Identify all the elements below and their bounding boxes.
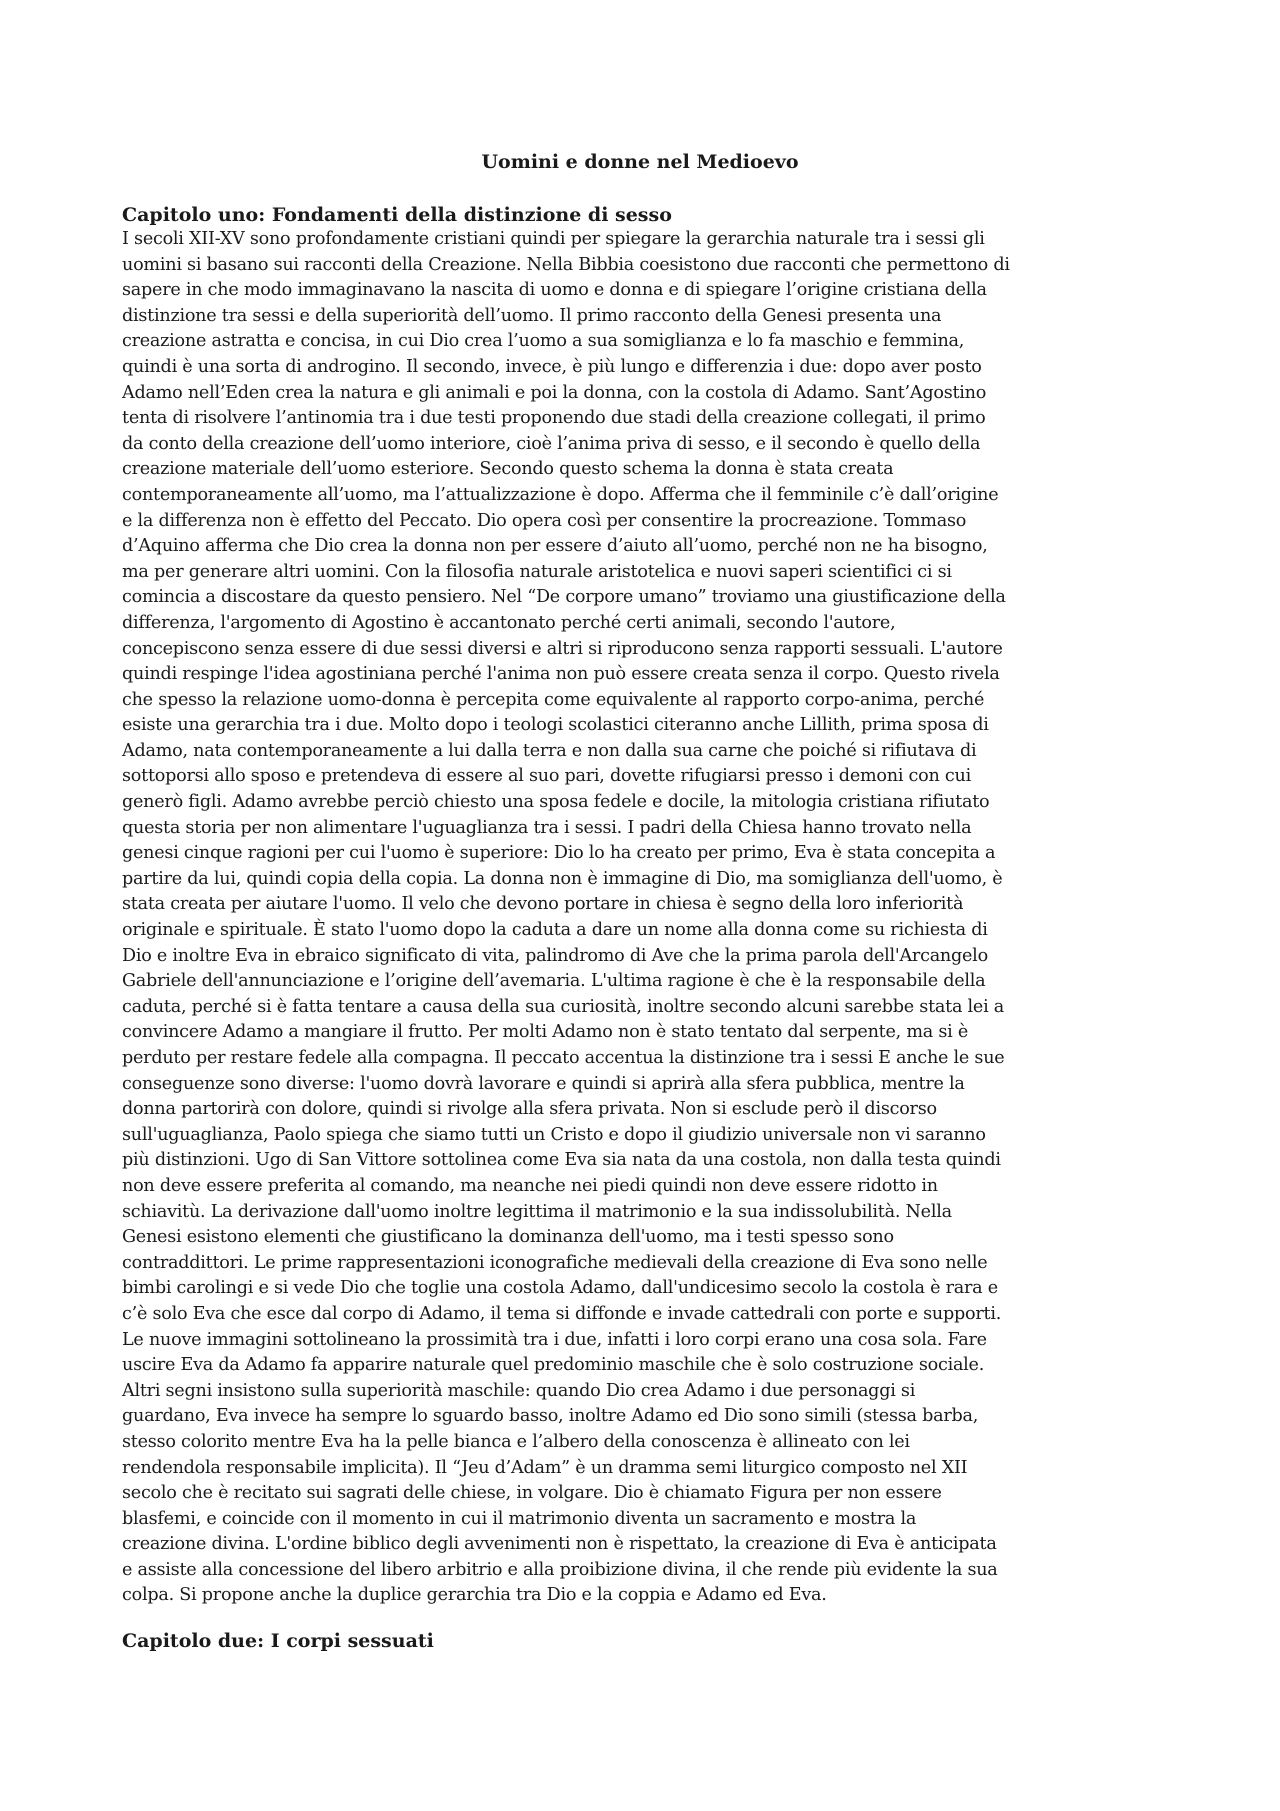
paragraph-line: differenza, l'argomento di Agostino è accantonato perché certi animali, secondo l'autore,: [122, 612, 896, 633]
paragraph-line: genesi cinque ragioni per cui l'uomo è superiore: Dio lo ha creato per primo, Eva è stata concepita a: [122, 843, 996, 864]
paragraph-line: rendendola responsabile implicita). Il “Jeu d’Adam” è un dramma semi liturgico composto nel XII: [122, 1457, 968, 1478]
paragraph-line: distinzione tra sessi e della superiorità dell’uomo. Il primo racconto della Genesi presenta una: [122, 305, 942, 326]
paragraph-line: stata creata per aiutare l'uomo. Il velo che devono portare in chiesa è segno della loro inferiorità: [122, 894, 964, 915]
paragraph-line: che spesso la relazione uomo-donna è percepita come equivalente al rapporto corpo-anima, perché: [122, 689, 985, 710]
paragraph-line: conseguenze sono diverse: l'uomo dovrà lavorare e quindi si aprirà alla sfera pubblica, mentre la: [122, 1073, 965, 1094]
paragraph-line: creazione materiale dell’uomo esteriore. Secondo questo schema la donna è stata creata: [122, 459, 894, 480]
paragraph-line: da conto della creazione dell’uomo interiore, cioè l’anima priva di sesso, e il secondo è quello della: [122, 433, 981, 454]
paragraph-line: e assiste alla concessione del libero arbitrio e alla proibizione divina, il che rende più evidente la sua: [122, 1559, 998, 1580]
paragraph-line: caduta, perché si è fatta tentare a causa della sua curiosità, inoltre secondo alcuni sarebbe stata lei a: [122, 996, 1005, 1017]
paragraph-line: partire da lui, quindi copia della copia. La donna non è immagine di Dio, ma somiglianza dell'uomo, è: [122, 868, 1003, 889]
paragraph-line: Le nuove immagini sottolineano la prossimità tra i due, infatti i loro corpi erano una cosa sola. Fare: [122, 1329, 987, 1350]
chapter-one-heading: Capitolo uno: Fondamenti della distinzione di sesso: [122, 204, 672, 226]
paragraph-line: questa storia per non alimentare l'uguaglianza tra i sessi. I padri della Chiesa hanno trovato nella: [122, 817, 972, 838]
paragraph-line: quindi è una sorta di androgino. Il secondo, invece, è più lungo e differenzia i due: dopo aver posto: [122, 356, 982, 377]
document-body: [122, 203, 1168, 1653]
paragraph-line: sapere in che modo immaginavano la nascita di uomo e donna e di spiegare l’origine cristiana della: [122, 280, 987, 301]
paragraph-line: tenta di risolvere l’antinomia tra i due testi proponendo due stadi della creazione collegati, il primo: [122, 408, 986, 429]
paragraph-line: secolo che è recitato sui sagrati delle chiese, in volgare. Dio è chiamato Figura per non essere: [122, 1483, 942, 1504]
paragraph-line: c’è solo Eva che esce dal corpo di Adamo, il tema si diffonde e invade cattedrali con porte e supporti.: [122, 1303, 1002, 1324]
chapter-two-heading: Capitolo due: I corpi sessuati: [122, 1630, 434, 1653]
paragraph-line: più distinzioni. Ugo di San Vittore sottolinea come Eva sia nata da una costola, non dalla testa quindi: [122, 1150, 1001, 1171]
paragraph-line: perduto per restare fedele alla compagna. Il peccato accentua la distinzione tra i sessi E anche le sue: [122, 1048, 1005, 1068]
page-title: Uomini e donne nel Medioevo: [481, 151, 799, 173]
paragraph-line: creazione astratta e concisa, in cui Dio crea l’uomo a sua somiglianza e lo fa maschio e femmina,: [122, 331, 965, 352]
paragraph-line: uscire Eva da Adamo fa apparire naturale quel predominio maschile che è solo costruzione sociale.: [122, 1355, 985, 1376]
paragraph-line: generò figli. Adamo avrebbe perciò chiesto una sposa fedele e docile, la mitologia cristiana rifiutato: [122, 792, 990, 813]
paragraph-line: schiavitù. La derivazione dall'uomo inoltre legittima il matrimonio e la sua indissolubilità. Nella: [122, 1201, 952, 1222]
paragraph-line: Gabriele dell'annunciazione e l’origine dell’avemaria. L'ultima ragione è che è la responsabile della: [122, 971, 986, 992]
paragraph-line: guardano, Eva invece ha sempre lo sguardo basso, inoltre Adamo ed Dio sono simili (stessa barba,: [122, 1406, 979, 1427]
paragraph-line: colpa. Si propone anche la duplice gerarchia tra Dio e la coppia e Adamo ed Eva.: [122, 1585, 827, 1606]
paragraph-line: originale e spirituale. È stato l'uomo dopo la caduta a dare un nome alla donna come su richiesta di: [122, 920, 988, 941]
paragraph-line: comincia a discostare da questo pensiero. Nel “De corpore umano” troviamo una giustificazione della: [122, 587, 1006, 608]
paragraph-line: uomini si basano sui racconti della Creazione. Nella Bibbia coesistono due racconti che permettono di: [122, 254, 1010, 275]
paragraph-line: Dio e inoltre Eva in ebraico significato di vita, palindromo di Ave che la prima parola dell'Arcangelo: [122, 945, 988, 966]
paragraph-line: sottoporsi allo sposo e pretendeva di essere al suo pari, dovette rifugiarsi presso i demoni con cui: [122, 766, 971, 787]
paragraph-line: blasfemi, e coincide con il momento in cui il matrimonio diventa un sacramento e mostra la: [122, 1508, 917, 1529]
paragraph-line: quindi respinge l'idea agostiniana perché l'anima non può essere creata senza il corpo. Questo rivela: [122, 664, 1000, 685]
paragraph-line: concepiscono senza essere di due sessi diversi e altri si riproducono senza rapporti sessuali. L'autore: [122, 638, 1003, 659]
paragraph-line: e la differenza non è effetto del Peccato. Dio opera così per consentire la procreazione. Tommaso: [122, 510, 967, 531]
paragraph-line: contemporaneamente all’uomo, ma l’attualizzazione è dopo. Afferma che il femminile c’è dall’origine: [122, 484, 999, 505]
chapter-one-paragraph: [122, 227, 1168, 1609]
chapter-two: [122, 1629, 1168, 1653]
paragraph-line: sull'uguaglianza, Paolo spiega che siamo tutti un Cristo e dopo il giudizio universale non vi saranno: [122, 1124, 986, 1145]
paragraph-line: non deve essere preferita al comando, ma neanche nei piedi quindi non deve essere ridotto in: [122, 1175, 938, 1196]
paragraph-line: ma per generare altri uomini. Con la filosofia naturale aristotelica e nuovi saperi scientifici ci si: [122, 561, 952, 582]
paragraph-line: bimbi carolingi e si vede Dio che toglie una costola Adamo, dall'undicesimo secolo la costola è rara e: [122, 1278, 998, 1299]
paragraph-line: d’Aquino afferma che Dio crea la donna non per essere d’aiuto all’uomo, perché non ne ha bisogno,: [122, 536, 988, 557]
paragraph-line: Adamo, nata contemporaneamente a lui dalla terra e non dalla sua carne che poiché si rifiutava di: [122, 740, 977, 761]
paragraph-line: Adamo nell’Eden crea la natura e gli animali e poi la donna, con la costola di Adamo. Sant’Agostino: [122, 382, 987, 403]
paragraph-line: Altri segni insistono sulla superiorità maschile: quando Dio crea Adamo i due personaggi si: [122, 1380, 916, 1401]
paragraph-line: contraddittori. Le prime rappresentazioni iconografiche medievali della creazione di Eva sono nelle: [122, 1252, 988, 1273]
paragraph-line: donna partorirà con dolore, quindi si rivolge alla sfera privata. Non si esclude però il discorso: [122, 1099, 937, 1120]
paragraph-line: I secoli XII-XV sono profondamente cristiani quindi per spiegare la gerarchia naturale tra i sessi gli: [122, 229, 985, 249]
paragraph-line: convincere Adamo a mangiare il frutto. Per molti Adamo non è stato tentato dal serpente, ma si è: [122, 1022, 968, 1043]
paragraph-line: esiste una gerarchia tra i due. Molto dopo i teologi scolastici citeranno anche Lillith, prima sposa di: [122, 715, 989, 736]
chapter-one: [122, 203, 1168, 1609]
paragraph-line: Genesi esistono elementi che giustificano la dominanza dell'uomo, ma i testi spesso sono: [122, 1227, 894, 1248]
paragraph-line: stesso colorito mentre Eva ha la pelle bianca e l’albero della conoscenza è allineato con lei: [122, 1431, 910, 1452]
paragraph-line: creazione divina. L'ordine biblico degli avvenimenti non è rispettato, la creazione di Eva è anticipata: [122, 1534, 997, 1555]
